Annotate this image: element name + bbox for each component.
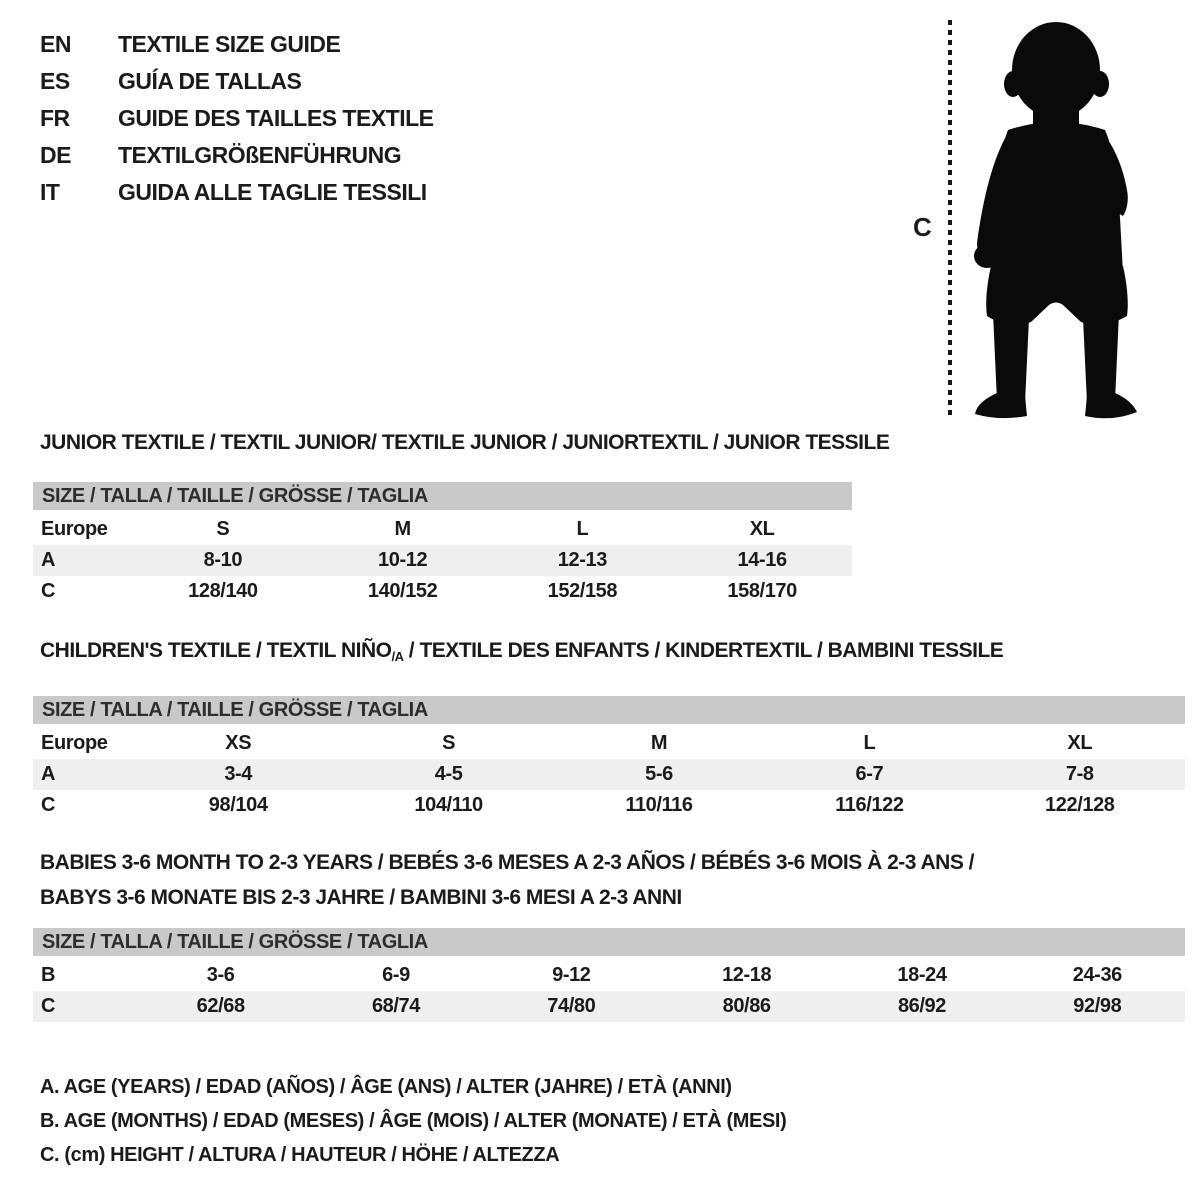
size-cell: 140/152 [367,580,438,602]
size-cell: 74/80 [547,995,596,1017]
title-text: / TEXTILE DES ENFANTS / KINDERTEXTIL / BAMBINI TESSILE [403,639,1004,662]
measurement-notes [40,1070,786,1172]
section-junior-textile [33,430,890,607]
size-cell: 5-6 [645,763,673,785]
guide-title: TEXTILE SIZE GUIDE [118,31,341,57]
size-cell: 86/92 [897,995,946,1017]
size-cell: 24-36 [1072,964,1122,986]
size-cell: 14-16 [737,549,787,571]
size-cell: S [216,518,230,540]
table-row [33,991,1185,1022]
size-cell: 80/86 [722,995,771,1017]
size-cell: M [650,732,668,754]
row-label: C [41,794,56,816]
size-cell: 104/110 [414,794,483,816]
section-title [40,638,1185,669]
size-cell: S [442,732,456,754]
language-code: EN [40,31,71,57]
table-row [33,960,1185,991]
note-height-cm: C. (cm) HEIGHT / ALTURA / HAUTEUR / HÖHE / ALTEZZA [40,1144,560,1166]
table-row [33,790,1185,821]
language-row [40,63,434,100]
row-label: C [41,995,56,1017]
language-row [40,100,434,137]
row-label: Europe [41,732,108,754]
size-table-children [33,728,1185,821]
size-cell: 6-7 [855,763,884,785]
height-dashed-line-icon [948,20,952,416]
size-cell: 68/74 [371,995,421,1017]
size-header-bar: SIZE / TALLA / TAILLE / GRÖSSE / TAGLIA [33,928,1185,956]
size-cell: 62/68 [196,995,245,1017]
section-title: JUNIOR TEXTILE / TEXTIL JUNIOR/ TEXTILE JUNIOR / JUNIORTEXTIL / JUNIOR TESSILE [40,431,890,454]
size-cell: 128/140 [188,580,258,602]
size-cell: L [863,732,876,754]
title-subscript: /A [391,649,404,664]
size-header-bar: SIZE / TALLA / TAILLE / GRÖSSE / TAGLIA [33,482,852,510]
language-code: ES [40,68,70,94]
size-cell: 9-12 [552,964,591,986]
language-row [40,174,434,211]
guide-title: GUÍA DE TALLAS [118,68,302,94]
row-label: Europe [41,518,108,540]
table-row [33,545,852,576]
language-title-list [40,26,434,211]
title-text: CHILDREN'S TEXTILE / TEXTIL NIÑO [40,639,392,662]
size-cell: 152/158 [547,580,618,602]
language-code: FR [40,105,70,131]
note-age-months: B. AGE (MONTHS) / EDAD (MESES) / ÂGE (MOIS) / ALTER (MONATE) / ETÀ (MESI) [40,1110,787,1132]
size-cell: M [394,518,411,540]
size-cell: 110/116 [625,794,693,816]
guide-title: GUIDA ALLE TAGLIE TESSILI [118,179,427,205]
size-cell: XL [1067,732,1093,754]
language-code: DE [40,142,71,168]
table-row [33,514,852,545]
size-cell: 10-12 [378,549,428,571]
size-cell: XL [749,518,775,540]
size-cell: 18-24 [897,964,947,986]
size-cell: 116/122 [835,794,904,816]
size-cell: 12-13 [557,549,607,571]
size-cell: 158/170 [727,580,797,602]
section-title [40,845,1185,915]
guide-title: TEXTILGRÖßENFÜHRUNG [118,142,402,168]
toddler-silhouette-icon [963,18,1141,420]
row-label: B [41,964,56,986]
size-cell: 6-9 [382,964,410,986]
size-cell: 3-4 [224,763,253,785]
row-label: C [41,580,56,602]
figure-height-measure [905,16,1165,422]
title-line: BABYS 3-6 MONATE BIS 2-3 JAHRE / BAMBINI 3-6 MESI A 2-3 ANNI [40,886,682,909]
language-row [40,26,434,63]
size-cell: 3-6 [206,964,235,986]
size-cell: 92/98 [1073,995,1122,1017]
table-row [33,759,1185,790]
size-cell: 122/128 [1045,794,1115,816]
size-cell: L [576,518,589,540]
size-cell: 4-5 [434,763,463,785]
row-label: A [41,763,56,785]
size-table-babies [33,960,1185,1022]
size-header-bar: SIZE / TALLA / TAILLE / GRÖSSE / TAGLIA [33,696,1185,724]
height-label: C [913,212,932,242]
table-row [33,576,852,607]
section-babies-textile [33,845,1185,1022]
size-cell: 7-8 [1065,763,1094,785]
title-line: BABIES 3-6 MONTH TO 2-3 YEARS / BEBÉS 3-6 MESES A 2-3 AÑOS / BÉBÉS 3-6 MOIS À 2-3 ANS / [40,851,975,874]
language-code: IT [40,179,60,205]
size-cell: 8-10 [203,549,243,571]
table-row [33,728,1185,759]
guide-title: GUIDE DES TAILLES TEXTILE [118,105,434,131]
note-age-years: A. AGE (YEARS) / EDAD (AÑOS) / ÂGE (ANS) / ALTER (JAHRE) / ETÀ (ANNI) [40,1076,732,1098]
row-label: A [41,549,56,571]
size-table-junior [33,514,852,607]
size-cell: 98/104 [208,794,268,816]
section-childrens-textile [33,638,1185,821]
size-cell: XS [225,732,252,754]
language-row [40,137,434,174]
size-cell: 12-18 [722,964,772,986]
